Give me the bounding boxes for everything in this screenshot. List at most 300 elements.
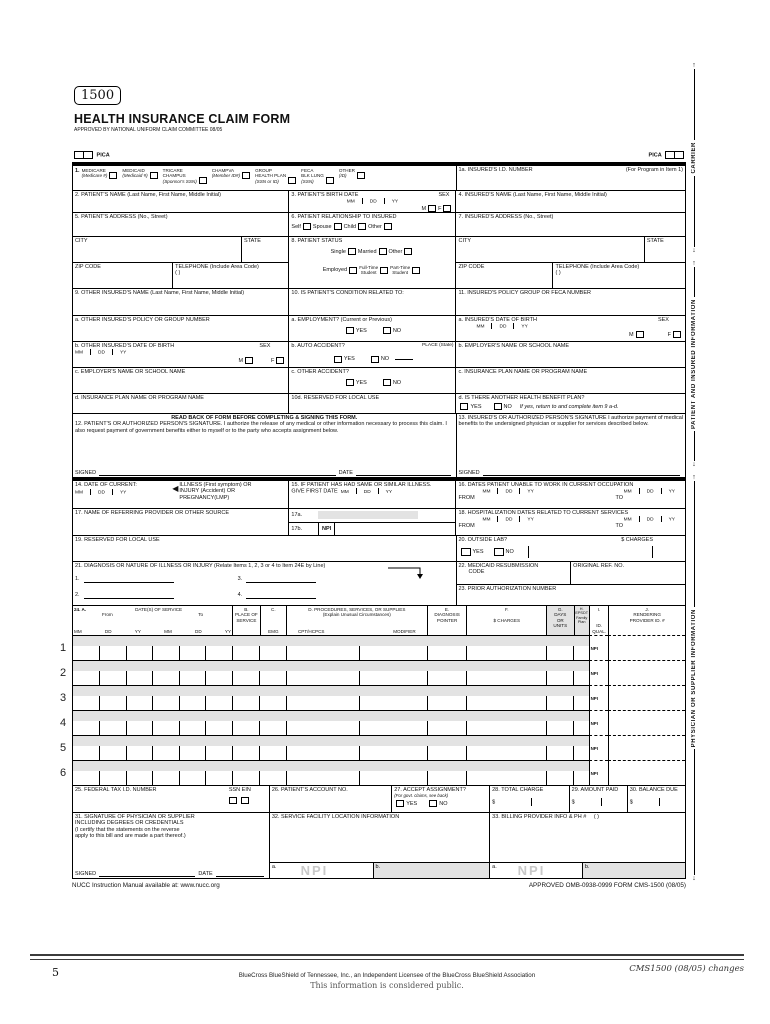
insured-sex-female-checkbox[interactable]	[673, 331, 681, 338]
days-units-field[interactable]	[546, 746, 574, 760]
dos-to-mm-field[interactable]	[152, 746, 178, 760]
item1a-insured-id[interactable]	[456, 166, 686, 190]
item15-line1: 15. IF PATIENT HAS HAD SAME OR SIMILAR ILLNESS.	[291, 482, 432, 488]
item27-label: 27. ACCEPT ASSIGNMENT?	[394, 787, 466, 793]
pica-checkbox-right-2[interactable]	[674, 151, 684, 159]
rendering-provider-id-field[interactable]	[608, 721, 685, 735]
epsdt-field[interactable]	[573, 671, 588, 685]
footer-organization: BlueCross BlueShield of Tennessee, Inc., an Independent Licensee of the BlueCross BlueShield Association	[238, 972, 536, 979]
epsdt-field[interactable]	[573, 721, 588, 735]
modifier-field[interactable]	[359, 771, 426, 785]
item32b-field[interactable]	[373, 863, 490, 878]
date-label: DATE	[338, 469, 353, 476]
diagnosis-pointer-field[interactable]	[427, 721, 467, 735]
modifier-field[interactable]	[359, 646, 426, 660]
dos-from-yy-field[interactable]	[126, 746, 152, 760]
item16-unable-to-work	[455, 481, 685, 508]
carrier-section-label: CARRIER	[691, 142, 697, 174]
item10c-label: c. OTHER ACCIDENT?	[291, 369, 349, 375]
dos-from-mm-field[interactable]	[73, 671, 99, 685]
service-line-shaded-band	[73, 685, 685, 696]
item33b-field[interactable]	[582, 863, 685, 878]
diagnosis-3-label: 3.	[237, 576, 243, 583]
form-header	[72, 84, 686, 162]
item33-info-field[interactable]	[490, 813, 685, 862]
epsdt-field[interactable]	[573, 646, 588, 660]
dos-to-yy-field[interactable]	[205, 671, 231, 685]
cpt-hcpcs-field[interactable]	[286, 696, 359, 710]
service-line	[60, 685, 685, 710]
rel-other-checkbox[interactable]	[384, 223, 392, 230]
other-accident-no-checkbox[interactable]	[383, 379, 391, 386]
item32-location-field[interactable]	[270, 813, 489, 862]
col-i-top	[589, 635, 609, 646]
rendering-provider-id-field[interactable]	[608, 746, 685, 760]
col-j-top[interactable]	[608, 685, 685, 696]
sex-female-checkbox[interactable]	[443, 205, 451, 212]
charges-field[interactable]	[466, 646, 546, 660]
outside-lab-no-checkbox[interactable]	[494, 548, 504, 556]
shaded-supplemental-area[interactable]	[73, 735, 589, 746]
item17a-shaded-field[interactable]	[318, 511, 418, 519]
item1a-label: 1a. INSURED'S I.D. NUMBER	[458, 167, 533, 173]
dos-from-mm-field[interactable]	[73, 646, 99, 660]
item11-policy-group[interactable]	[455, 289, 685, 315]
dos-to-dd-field[interactable]	[179, 721, 205, 735]
diagnosis-pointer-field[interactable]	[427, 746, 467, 760]
insured-zip-field[interactable]	[456, 263, 552, 288]
epsdt-field[interactable]	[573, 746, 588, 760]
yy-label: YY	[527, 489, 534, 495]
other-insured-sex-female-checkbox[interactable]	[276, 357, 284, 364]
item26-patient-account[interactable]	[269, 786, 391, 812]
omb-approval: APPROVED OMB-0938-0999 FORM CMS-1500 (08/05)	[528, 882, 686, 889]
cpt-hcpcs-field[interactable]	[286, 721, 359, 735]
npi-cell[interactable]	[589, 696, 609, 710]
dos-from-yy-field[interactable]	[126, 721, 152, 735]
shaded-supplemental-area[interactable]	[73, 685, 589, 696]
item9b-other-insured-dob	[73, 342, 288, 367]
no-label: NO	[439, 800, 448, 807]
item17-label: 17. NAME OF REFERRING PROVIDER OR OTHER SOURCE	[75, 510, 230, 516]
dd-label: DD	[98, 490, 105, 496]
to-header: To	[198, 612, 204, 618]
medicare-checkbox[interactable]	[109, 172, 117, 179]
item9c-employer-name[interactable]	[73, 368, 288, 393]
status-single-checkbox[interactable]	[348, 248, 356, 255]
readback-notice: READ BACK OF FORM BEFORE COMPLETING & SIGNING THIS FORM.	[171, 415, 358, 421]
status-other-checkbox[interactable]	[404, 248, 412, 255]
dos-from-dd-field[interactable]	[99, 771, 125, 785]
service-lines	[60, 635, 685, 785]
item32-label: 32. SERVICE FACILITY LOCATION INFORMATION	[271, 814, 400, 820]
emg-field[interactable]	[259, 671, 285, 685]
employment-yes-checkbox[interactable]	[346, 327, 354, 334]
other-plan-yes-checkbox[interactable]	[460, 403, 468, 410]
row-17-18	[73, 508, 685, 535]
diagnosis-pointer-field[interactable]	[427, 696, 467, 710]
diagnosis-pointer-arrow-icon	[386, 565, 426, 580]
feca-checkbox[interactable]	[326, 177, 334, 184]
npi-cell[interactable]	[589, 771, 609, 785]
dos-to-dd-field[interactable]	[179, 746, 205, 760]
charges-field[interactable]	[466, 721, 546, 735]
dd-label: DD	[505, 517, 513, 523]
epsdt-field[interactable]	[573, 771, 588, 785]
group-health-checkbox[interactable]	[288, 177, 296, 184]
diagnosis-pointer-field[interactable]	[427, 771, 467, 785]
sex-m-label: M	[238, 358, 244, 365]
fulltime-label-2: Student	[360, 270, 377, 276]
employment-no-checkbox[interactable]	[383, 327, 391, 334]
place-of-service-field[interactable]	[232, 646, 260, 660]
diagnosis-1-label: 1.	[75, 576, 80, 583]
item33a-npi-field[interactable]	[490, 863, 582, 878]
insured-sex-male-checkbox[interactable]	[636, 331, 644, 338]
payer-label: MEDICAID	[122, 168, 145, 173]
form-1500-logo: 1500	[74, 86, 121, 105]
item10a-label: a. EMPLOYMENT? (Current or Previous)	[291, 317, 392, 323]
outside-lab-yes-checkbox[interactable]	[461, 548, 471, 556]
item1-number: 1.	[75, 168, 80, 174]
place-of-service-field[interactable]	[232, 746, 260, 760]
rendering-provider-id-field[interactable]	[608, 696, 685, 710]
shaded-supplemental-area[interactable]	[73, 760, 589, 771]
service-line	[60, 660, 685, 685]
physician-signature-line[interactable]	[99, 870, 195, 877]
days-units-field[interactable]	[546, 771, 574, 785]
dos-from-mm-field[interactable]	[73, 771, 99, 785]
days-units-field[interactable]	[546, 646, 574, 660]
col-j-top[interactable]	[608, 635, 685, 646]
mm-label: MM	[340, 489, 349, 495]
emg-field[interactable]	[259, 746, 285, 760]
city-label: CITY	[75, 238, 88, 244]
npi-cell[interactable]	[589, 746, 609, 760]
sex-m-label: M	[421, 206, 427, 212]
patient-signature-line[interactable]	[99, 469, 336, 476]
phone-field[interactable]	[172, 263, 288, 288]
insured-phone-field[interactable]	[552, 263, 685, 288]
item5-patient-address[interactable]	[73, 213, 288, 236]
dos-from-dd-field[interactable]	[99, 721, 125, 735]
other-accident-yes-checkbox[interactable]	[346, 379, 354, 386]
item11b-employer-name[interactable]	[455, 342, 685, 367]
status-married-checkbox[interactable]	[379, 248, 387, 255]
other-plan-no-checkbox[interactable]	[494, 403, 502, 410]
spouse-label: Spouse	[312, 224, 332, 231]
rel-child-checkbox[interactable]	[358, 223, 366, 230]
item1-payer-types	[73, 166, 456, 190]
other-insured-sex-male-checkbox[interactable]	[245, 357, 253, 364]
rendering-provider-id-field[interactable]	[608, 771, 685, 785]
item9a-policy-number[interactable]	[73, 316, 288, 341]
rail-line	[694, 431, 695, 461]
item17a-label: 17a.	[291, 512, 303, 518]
item29-label: 29. AMOUNT PAID	[571, 787, 619, 793]
item14-line1: ILLNESS (First symptom) OR	[179, 482, 252, 488]
diagnosis-pointer-field[interactable]	[427, 671, 467, 685]
charges-field[interactable]	[466, 671, 546, 685]
yy-label: YY	[668, 517, 675, 523]
item29-amount-paid[interactable]	[569, 786, 627, 812]
dos-to-yy-field[interactable]	[205, 771, 231, 785]
item33b-label: b.	[584, 864, 590, 870]
item6-relationship	[288, 213, 455, 236]
phone-parens: ( )	[175, 270, 181, 277]
employed-checkbox[interactable]	[349, 267, 357, 274]
insured-signature-line[interactable]	[483, 469, 680, 476]
state-field[interactable]	[241, 237, 288, 262]
dos-from-mm-field[interactable]	[73, 696, 99, 710]
item10-condition	[288, 289, 455, 315]
emg-field[interactable]	[259, 646, 285, 660]
item9d-insurance-plan[interactable]	[73, 394, 288, 413]
zip-field[interactable]	[73, 263, 172, 288]
item14-line3: PREGNANCY(LMP)	[179, 494, 230, 501]
service-line-number: 2	[60, 667, 67, 679]
original-ref-label: ORIGINAL REF. NO.	[573, 563, 625, 569]
dos-from-yy-field[interactable]	[126, 646, 152, 660]
shaded-supplemental-area[interactable]	[73, 635, 589, 646]
carrier-rail	[688, 62, 700, 254]
item30-label: 30. BALANCE DUE	[629, 787, 678, 793]
payer-sub: (Sponsor's SSN)	[162, 178, 197, 184]
epsdt-field[interactable]	[573, 696, 588, 710]
item23-prior-auth[interactable]	[457, 585, 686, 605]
item8-label: 8. PATIENT STATUS	[291, 238, 343, 244]
payer-option-medicare	[82, 168, 120, 179]
sex-label: SEX	[259, 343, 271, 349]
charges-field[interactable]	[466, 771, 546, 785]
yy-label: YY	[668, 489, 675, 495]
parttime-student-checkbox[interactable]	[412, 267, 420, 274]
ssn-checkbox[interactable]	[229, 797, 237, 804]
phone-label: TELEPHONE (Include Area Code)	[555, 264, 640, 270]
days-units-field[interactable]	[546, 721, 574, 735]
item11b-label: b. EMPLOYER'S NAME OR SCHOOL NAME	[458, 343, 570, 349]
dos-from-dd-field[interactable]	[99, 696, 125, 710]
place-of-service-field[interactable]	[232, 671, 260, 685]
ein-checkbox[interactable]	[241, 797, 249, 804]
item20-outside-lab	[456, 536, 686, 561]
page-footer	[30, 954, 744, 994]
npi-cell[interactable]	[589, 721, 609, 735]
place-of-service-field[interactable]	[232, 721, 260, 735]
col-e-header: E. DIAGNOSIS POINTER	[427, 606, 467, 635]
sex-label: SEX	[657, 317, 669, 323]
rel-self-checkbox[interactable]	[303, 223, 311, 230]
to-label: TO	[615, 495, 623, 502]
charges-field[interactable]	[466, 696, 546, 710]
dos-to-mm-field[interactable]	[152, 771, 178, 785]
dos-to-dd-field[interactable]	[179, 771, 205, 785]
item9d-label: d. INSURANCE PLAN NAME OR PROGRAM NAME	[75, 395, 204, 401]
insured-state-field[interactable]	[644, 237, 685, 262]
col-j-top[interactable]	[608, 710, 685, 721]
col-i-header: I. ID. QUAL.	[589, 606, 609, 635]
days-units-field[interactable]	[546, 671, 574, 685]
dollar-sign: $	[492, 799, 496, 806]
item9c-label: c. EMPLOYER'S NAME OR SCHOOL NAME	[75, 369, 186, 375]
dos-to-mm-field[interactable]	[152, 696, 178, 710]
auto-accident-no-checkbox[interactable]	[371, 356, 379, 363]
col-i-top	[589, 660, 609, 671]
item3-birth-date[interactable]	[288, 191, 455, 212]
item19-reserved-local[interactable]	[73, 536, 456, 561]
item31-line1: 31. SIGNATURE OF PHYSICIAN OR SUPPLIER	[75, 814, 195, 820]
shaded-supplemental-area[interactable]	[73, 710, 589, 721]
dos-to-dd-field[interactable]	[179, 671, 205, 685]
cpt-hcpcs-field[interactable]	[286, 746, 359, 760]
dos-to-mm-field[interactable]	[152, 646, 178, 660]
emg-field[interactable]	[259, 721, 285, 735]
days-units-field[interactable]	[546, 696, 574, 710]
rel-spouse-checkbox[interactable]	[334, 223, 342, 230]
diagnosis-2-field[interactable]	[84, 592, 174, 599]
fulltime-student-checkbox[interactable]	[380, 267, 388, 274]
item32a-npi-field[interactable]	[270, 863, 373, 878]
other-payer-checkbox[interactable]	[357, 172, 365, 179]
to-label: TO	[615, 523, 623, 530]
emg-field[interactable]	[259, 771, 285, 785]
place-of-service-field[interactable]	[232, 696, 260, 710]
dd-label: DD	[499, 324, 507, 330]
payer-option-champva	[212, 168, 252, 179]
nucc-note: NUCC Instruction Manual available at: www.nucc.org	[72, 882, 220, 889]
dos-from-yy-field[interactable]	[126, 696, 152, 710]
modifier-field[interactable]	[359, 746, 426, 760]
cpt-hcpcs-field[interactable]	[286, 771, 359, 785]
rail-line	[694, 749, 695, 875]
dos-from-yy-field[interactable]	[126, 671, 152, 685]
col-j-top[interactable]	[608, 660, 685, 671]
item9a-label: a. OTHER INSURED'S POLICY OR GROUP NUMBER	[75, 317, 210, 323]
arrow-up-icon: ↑	[692, 62, 696, 69]
pica-left	[72, 151, 110, 159]
item20-label: 20. OUTSIDE LAB?	[458, 537, 508, 543]
item10b-auto-accident	[288, 342, 455, 367]
item22-original-ref[interactable]	[570, 562, 685, 584]
modifier-field[interactable]	[359, 696, 426, 710]
item7-insured-address[interactable]	[455, 213, 685, 236]
dos-to-dd-field[interactable]	[179, 646, 205, 660]
rendering-provider-id-field[interactable]	[608, 646, 685, 660]
phone-parens: ( )	[555, 270, 561, 277]
footer-rule	[30, 954, 744, 960]
item10d-reserved[interactable]	[288, 394, 455, 413]
auto-accident-yes-checkbox[interactable]	[334, 356, 342, 363]
yy-label: YY	[521, 324, 528, 330]
item6-label: 6. PATIENT RELATIONSHIP TO INSURED	[291, 214, 397, 220]
cpt-hcpcs-field[interactable]	[286, 671, 359, 685]
dos-to-mm-field[interactable]	[152, 671, 178, 685]
pica-checkbox-left-2[interactable]	[83, 151, 93, 159]
item9-other-insured-name[interactable]	[73, 289, 288, 315]
champva-checkbox[interactable]	[242, 172, 250, 179]
npi-cell[interactable]	[589, 646, 609, 660]
diagnosis-4-field[interactable]	[246, 592, 316, 599]
item22-medicaid-resubmission[interactable]	[457, 562, 571, 584]
yy-label: YY	[391, 199, 399, 205]
mm-label: MM	[75, 350, 83, 356]
item4-insured-name[interactable]	[455, 191, 685, 212]
sex-f-label: F	[438, 206, 442, 212]
from-label: FROM	[458, 523, 475, 530]
item17-referring-provider[interactable]	[73, 509, 288, 535]
diagnosis-1-field[interactable]	[84, 576, 174, 583]
assignment-yes-checkbox[interactable]	[396, 800, 404, 807]
mm-label: MM	[623, 517, 632, 523]
item33-phone-parens: ( )	[593, 814, 600, 820]
npi-cell[interactable]	[589, 671, 609, 685]
charges-field[interactable]	[466, 746, 546, 760]
item28-total-charge[interactable]	[489, 786, 569, 812]
physician-date-line[interactable]	[216, 870, 264, 877]
dos-from-mm-field[interactable]	[73, 746, 99, 760]
modifier-field[interactable]	[359, 671, 426, 685]
emg-field[interactable]	[259, 696, 285, 710]
dos-from-dd-field[interactable]	[99, 646, 125, 660]
place-of-service-field[interactable]	[232, 771, 260, 785]
dos-to-dd-field[interactable]	[179, 696, 205, 710]
npi-label: NPI	[590, 696, 598, 701]
item11c-insurance-plan[interactable]	[455, 368, 685, 393]
dos-from-dd-field[interactable]	[99, 746, 125, 760]
assignment-no-checkbox[interactable]	[429, 800, 437, 807]
yy-label: YY	[119, 350, 127, 356]
dos-to-yy-field[interactable]	[205, 721, 231, 735]
item1a-note: (For Program in Item 1)	[625, 167, 683, 173]
city-field[interactable]	[73, 237, 241, 262]
row-21-22-23	[73, 561, 685, 605]
status-other-label: Other	[388, 249, 403, 256]
col-d-header: D. PROCEDURES, SERVICES, OR SUPPLIES (Explain Unusual Circumstances) CPT/HCPCS MODIFIER	[286, 606, 427, 635]
place-state-blank[interactable]	[395, 353, 413, 360]
col-j-top[interactable]	[608, 735, 685, 746]
dos-to-yy-field[interactable]	[205, 746, 231, 760]
dos-to-mm-field[interactable]	[152, 721, 178, 735]
diagnosis-3-field[interactable]	[246, 576, 316, 583]
rendering-provider-id-field[interactable]	[608, 671, 685, 685]
dos-to-yy-field[interactable]	[205, 646, 231, 660]
dos-from-mm-field[interactable]	[73, 721, 99, 735]
dos-to-yy-field[interactable]	[205, 696, 231, 710]
state-label: STATE	[244, 238, 261, 244]
patient-signature-date-line[interactable]	[356, 469, 451, 476]
cpt-hcpcs-field[interactable]	[286, 646, 359, 660]
payer-label: OTHER	[338, 168, 355, 173]
col-j-top[interactable]	[608, 760, 685, 771]
shaded-supplemental-area[interactable]	[73, 660, 589, 671]
tricare-checkbox[interactable]	[199, 177, 207, 184]
dollar-sign: $	[629, 799, 633, 806]
item2-patient-name[interactable]	[73, 191, 288, 212]
medicaid-checkbox[interactable]	[150, 172, 158, 179]
item11d-label: d. IS THERE ANOTHER HEALTH BENEFIT PLAN?	[458, 395, 585, 401]
modifier-field[interactable]	[359, 721, 426, 735]
parttime-label-1: Part-Time	[390, 264, 411, 270]
item3-label: 3. PATIENT'S BIRTH DATE	[291, 192, 359, 198]
item30-balance-due[interactable]	[627, 786, 685, 812]
diagnosis-pointer-field[interactable]	[427, 646, 467, 660]
service-line-shaded-band	[73, 735, 685, 746]
dos-from-dd-field[interactable]	[99, 671, 125, 685]
sex-male-checkbox[interactable]	[428, 205, 436, 212]
mm-label: MM	[476, 324, 485, 330]
dos-from-yy-field[interactable]	[126, 771, 152, 785]
insured-city-field[interactable]	[456, 237, 643, 262]
